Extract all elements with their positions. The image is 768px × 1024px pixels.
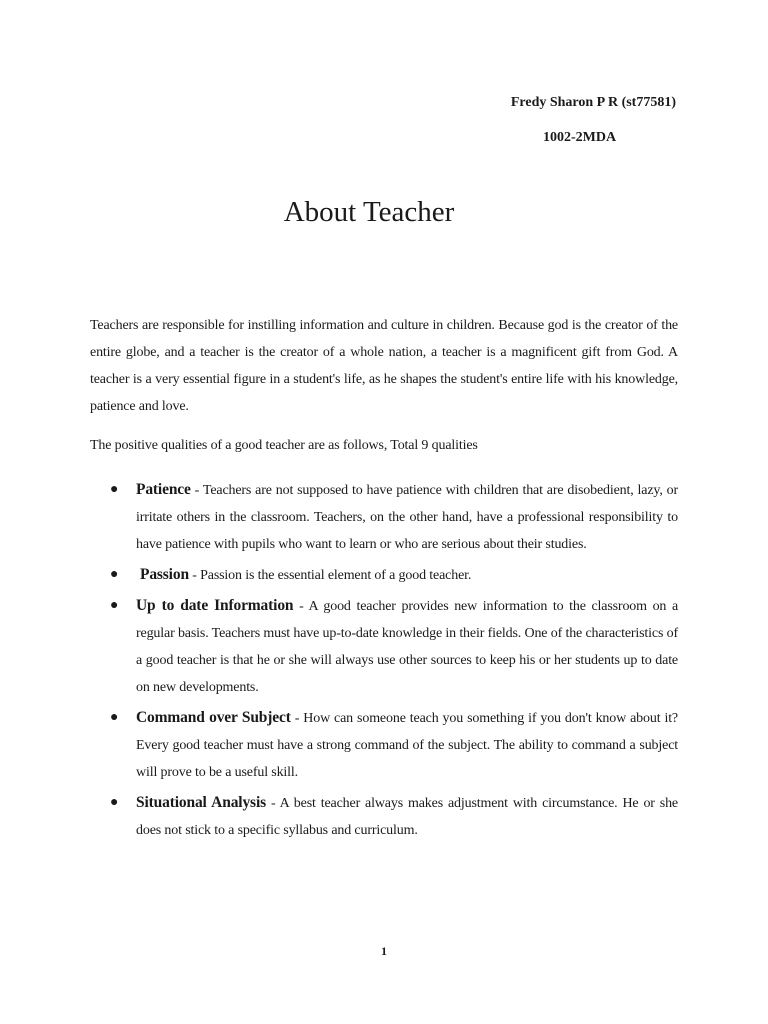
bullet-icon: ● xyxy=(110,482,119,497)
list-item-up-to-date-information xyxy=(110,592,678,701)
quality-description: A good teacher provides new information to the classroom on a regular basis. Teachers must have up-to-date knowledge in their fields. One of the characteristics of a good teacher is that he or she will always use other sources to keep his or her students up to date on new developments. xyxy=(136,599,679,695)
quality-name: Situational Analysis xyxy=(136,794,266,811)
author-name: Fredy Sharon P R (st77581) xyxy=(510,95,676,110)
quality-separator: - xyxy=(293,599,309,614)
quality-name: Command over Subject xyxy=(136,709,291,726)
bullet-icon: ● xyxy=(110,567,119,582)
qualities-list xyxy=(110,476,678,847)
bullet-icon: ● xyxy=(110,795,119,810)
quality-description: Teachers are not supposed to have patience with children that are disobedient, lazy, or irritate others in the classroom. Teachers, on the other hand, have a professional responsibility to have patience with pupils who want to learn or who are serious about their studies. xyxy=(136,483,678,552)
quality-name: Up to date Information xyxy=(136,597,294,614)
quality-description: How can someone teach you something if you don't know about it? Every good teacher must have a strong command of the subject. The ability to command a subject will prove to be a useful skill. xyxy=(136,711,678,780)
quality-name: Patience xyxy=(136,481,191,498)
quality-separator: - xyxy=(265,796,280,811)
quality-separator: - xyxy=(290,711,304,726)
quality-description: A best teacher always makes adjustment with circumstance. He or she does not stick to a specific syllabus and curriculum. xyxy=(136,796,678,838)
qualities-intro: The positive qualities of a good teacher are as follows, Total 9 qualities xyxy=(90,438,478,453)
bullet-icon: ● xyxy=(110,710,119,725)
list-item-passion xyxy=(110,561,678,589)
quality-description: Passion is the essential element of a good teacher. xyxy=(200,568,472,583)
bullet-icon: ● xyxy=(110,598,119,613)
quality-separator: - xyxy=(190,483,203,498)
course-code: 1002-2MDA xyxy=(543,130,617,145)
list-item-patience xyxy=(110,476,678,558)
quality-name: Passion xyxy=(140,566,189,583)
page-title: About Teacher xyxy=(283,196,455,228)
list-item-situational-analysis xyxy=(110,789,678,844)
list-item-command-over-subject xyxy=(110,704,678,786)
quality-separator: - xyxy=(188,568,201,583)
page-number: 1 xyxy=(381,944,387,958)
intro-paragraph: Teachers are responsible for instilling information and culture in children. Because god is the creator of the entire globe, and a teacher is the creator of a whole nation, a teacher is a magnificent gift from God. A teacher is a very essential figure in a student's life, as he shapes the student's entire life with his knowledge, patience and love. xyxy=(90,318,678,414)
